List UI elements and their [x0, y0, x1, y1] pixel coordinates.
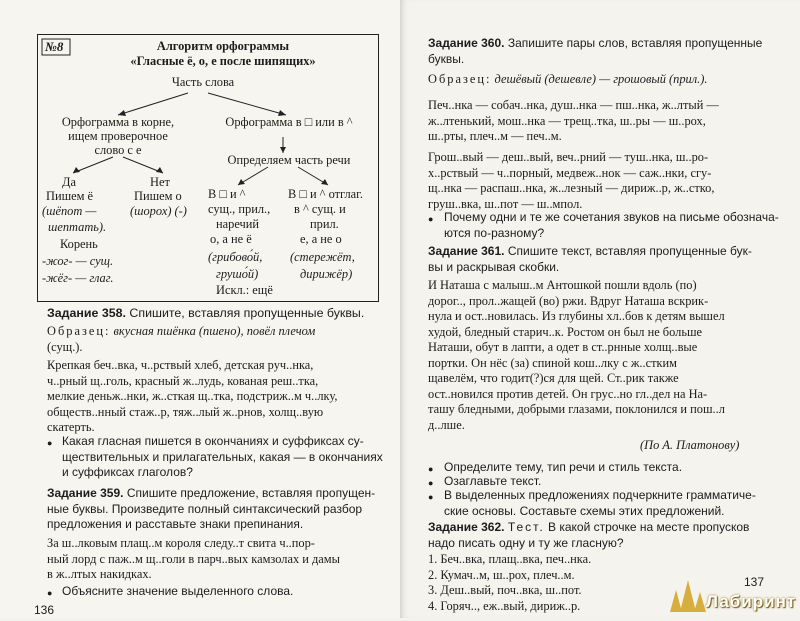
algo-subtitle: «Гласные ё, о, е после шипящих» — [130, 54, 316, 68]
left-page — [0, 0, 400, 618]
task-361-body-line: ташу бледными, добрыми глазами, поклонился и пош..л — [428, 402, 725, 416]
question-360-line: Почему одни и те же сочетания звуков на письме обознача- — [444, 210, 779, 224]
bullet-icon: ● — [428, 464, 434, 474]
algo-cb-6: дирижёр) — [300, 267, 353, 281]
question-358-line: Какая гласная пишется в окончаниях и суффиксах су- — [62, 434, 364, 448]
task-361-title: Задание 361. — [428, 244, 505, 258]
task-359-body-line: ный лорд с паж..м щ..голи в парч..вых камзолах и дамы — [47, 551, 340, 566]
algo-ca-7: Искл.: ещё — [216, 283, 273, 297]
task-361-body-line: д..лше. — [428, 417, 465, 432]
page-number-left: 136 — [34, 603, 55, 617]
task-361-body-line: ост..новился против детей. Он грус..но гл..дел на На- — [428, 386, 708, 401]
task-359-body — [47, 536, 387, 583]
algo-title: Алгоритм орфограммы — [156, 39, 290, 53]
labirint-logo — [668, 574, 798, 616]
algo-root-branch: Орфограмма в корне, — [61, 115, 175, 129]
task-361-line: Спишите текст, вставляя пропущенные бук- — [507, 244, 752, 258]
task-359-title: Задание 359. — [47, 486, 124, 500]
task-361-body-line: И Наташа с малыш..м Антошкой пошли вдоль (по) — [428, 278, 697, 292]
algo-write-yo: Пишем ё — [46, 189, 94, 203]
question-358 — [62, 434, 387, 481]
algo-root-branch-3: слово с е — [94, 143, 142, 157]
algo-badge: №8 — [45, 39, 64, 54]
task-361-body-line: портки. Он нёс (за) спиной кош..лку с ж..стким — [428, 355, 677, 370]
bullet-icon: ● — [47, 588, 53, 598]
task-359-body-line: За ш..лковым плащ..м короля следу..т свита ч..пор- — [47, 536, 315, 550]
task-358-sample-label: Образец: — [47, 324, 111, 338]
question-358-line: и суффиксах глаголов? — [62, 465, 193, 479]
algo-define: Определяем часть речи — [227, 153, 351, 167]
question-360-line: ются по-разному? — [444, 225, 545, 240]
bullet-icon: ● — [428, 492, 434, 502]
task-359-line: ные буквы. Произведите полный синтаксический разбор — [47, 501, 363, 516]
task-359-line: предложения и расставьте знаки препинания. — [47, 517, 304, 531]
task-360-body-line: ж..лтенький, мош..нка — трещ..тка, ш..ры — ш..рох, — [428, 113, 706, 128]
task-358-header — [47, 306, 387, 322]
task-358-sample-2: (сущ.). — [47, 340, 83, 354]
algo-zhog: -жог- — сущ. — [42, 254, 114, 268]
bullet-icon: ● — [428, 478, 434, 488]
task-361-body-line: щавелём, что годит(?)ся для щей. Ст..рик также — [428, 371, 679, 385]
task-362-line: надо писать одну и ту же гласную? — [428, 535, 624, 550]
option-3: 3. Деш..вый, поч..вка, ш..пот. — [428, 583, 582, 597]
task-360-line: Запишите пары слов, вставляя пропущенные — [507, 36, 763, 50]
question-360 — [444, 210, 789, 241]
option-4: 4. Горяч.., еж..вый, дириж..р. — [428, 598, 581, 613]
algo-write-o: Пишем о — [134, 189, 182, 203]
algo-no: Нет — [150, 175, 170, 189]
algo-cb-1: В □ и ^ отглаг. — [288, 187, 363, 201]
algo-root-branch-2: ищем проверочное — [68, 129, 168, 143]
task-361 — [428, 244, 788, 275]
bullet-icon: ● — [428, 214, 434, 224]
question-361-a: Определите тему, тип речи и стиль текста. — [444, 460, 683, 474]
task-359-body-line: в ж..лтых накидках. — [47, 567, 152, 581]
algo-other-branch: Орфограмма в □ или в ^ — [225, 115, 353, 129]
task-360-body-line: груш..вка, ш..пот — ш..мпол. — [428, 196, 583, 211]
task-360-body-line: Печ..нка — собач..нка, душ..нка — пш..нка, ж..лтый — — [428, 98, 719, 112]
task-358-line: обществ..нный стаж..р, тяж..лый ж..рнов, холщ..вую — [47, 404, 324, 419]
algo-cb-4: е, а не о — [300, 232, 342, 246]
algorithm-box — [37, 34, 379, 302]
algo-ca-4: о, а не ё — [210, 232, 252, 246]
algo-ca-1: В □ и ^ — [208, 187, 246, 201]
task-359-line: Спишите предложение, вставляя пропущен- — [126, 486, 376, 500]
task-358-line: мелкие деньж..нки, ж..сткая щ..тка, подстриж..м ч..лку, — [47, 389, 338, 403]
question-361-b: Озаглавьте текст. — [444, 474, 542, 488]
task-360-body-line: х..рствый — ч..порный, медвеж..нок — саж..нки, сгу- — [428, 165, 712, 180]
task-360-line: буквы. — [428, 51, 465, 66]
task-362-test: Тест. — [507, 520, 545, 534]
question-361-c-line: В выделенных предложениях подчеркните грамматиче- — [444, 488, 756, 502]
task-361-body — [428, 278, 790, 433]
task-362 — [428, 520, 788, 551]
task-359 — [47, 486, 387, 533]
task-358-sample — [47, 324, 392, 340]
question-359: Объясните значение выделенного слова. — [62, 584, 294, 598]
option-2: 2. Кумач..м, ш..рох, плеч..м. — [428, 567, 575, 582]
bullet-icon: ● — [47, 438, 53, 448]
algo-part: Часть слова — [171, 75, 235, 89]
task-360-body-line: Грош..вый — деш..вый, веч..рний — туш..нка, ш..ро- — [428, 150, 709, 164]
algo-ca-5: (грибово́й, — [208, 250, 263, 264]
right-page — [400, 0, 800, 618]
labirint-logo-text: Лабиринт — [706, 592, 797, 611]
algo-ex-no: (шорох) (-) — [130, 204, 187, 218]
algo-cb-3: прил. — [310, 217, 339, 231]
algo-cb-2: в ^ сущ. и — [294, 202, 346, 216]
task-358-sample-text: вкусная пшёнка (пшено), повёл плечом — [113, 324, 316, 338]
task-360-body-2 — [428, 150, 788, 212]
task-361-body-line: худой, бледный старич..к. Ростом он был не больше — [428, 324, 703, 339]
task-358-line: ч..рный щ..голь, красный ж..лудь, кованая реш..тка, — [47, 373, 319, 388]
task-361-body-line: Наташи, обут в лапти, а одет в ст..рнные холщ..вые — [428, 340, 698, 354]
task-360-title: Задание 360. — [428, 36, 505, 50]
page-number-right: 137 — [744, 575, 765, 589]
task-360-sample-label: Образец: — [428, 72, 492, 86]
task-361-line: вы и раскрывая скобки. — [428, 259, 560, 274]
task-361-body-line: нула и ост..новилась. Из глубины хл..бов к детям вышел — [428, 309, 725, 323]
task-361-body-line: дорог.., прол..жащей (во) ржи. Вдруг Наташа вскрик- — [428, 293, 709, 308]
algo-ca-2: сущ., прил., — [208, 202, 271, 216]
task-358-line: Крепкая беч..вка, ч..рствый хлеб, детская руч..нка, — [47, 358, 314, 372]
algo-root: Корень — [60, 237, 98, 251]
task-362-line: В какой строчке на месте пропусков — [548, 520, 750, 534]
task-360-sample — [428, 72, 788, 88]
author-credit: (По А. Платонову) — [640, 438, 740, 452]
task-360-body-line: ш..рты, плеч..м — печ..м. — [428, 129, 562, 143]
task-360-sample-text: дешёвый (дешевле) — грошовый (прил.). — [494, 72, 708, 86]
question-361-c — [444, 488, 789, 519]
algo-ex-yes-2: шептать). — [48, 220, 107, 234]
algo-yes: Да — [62, 175, 76, 189]
task-358-instruction: Спишите, вставляя пропущенные буквы. — [129, 306, 365, 320]
task-358-line: скатерть. — [47, 420, 95, 434]
algo-zheg: -жёг- — глаг. — [42, 271, 114, 285]
task-358-title: Задание 358. — [47, 306, 126, 320]
algo-ca-6: грушо́й) — [216, 267, 259, 281]
algo-ca-3: наречий — [216, 217, 260, 231]
task-360-body-line: щ..нка — распаш..нка, ж..лезный — дириж..р, ж..стко, — [428, 181, 715, 195]
task-360 — [428, 36, 778, 67]
task-358-body — [47, 358, 387, 436]
task-360-body — [428, 98, 788, 145]
task-362-title: Задание 362. — [428, 520, 505, 534]
question-361-c-line: ские основы. Составьте схемы этих предложений. — [444, 503, 725, 518]
algo-ex-yes-1: (шёпот — — [42, 204, 97, 218]
question-358-line: ществительных и прилагательных, какая — в окончаниях — [62, 449, 383, 464]
option-1: 1. Беч..вка, плащ..вка, печ..нка. — [428, 552, 592, 566]
algo-cb-5: (стережёт, — [290, 250, 355, 264]
